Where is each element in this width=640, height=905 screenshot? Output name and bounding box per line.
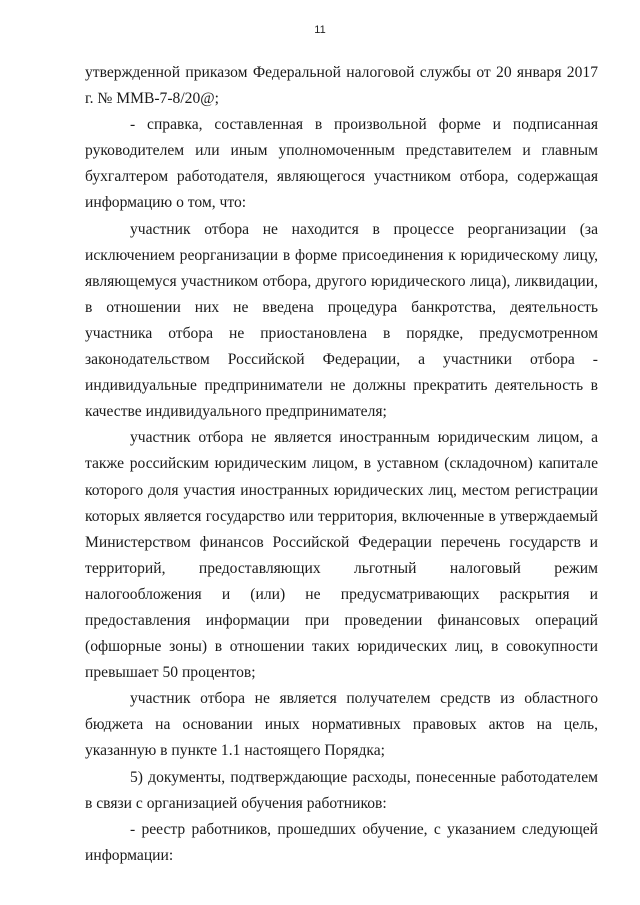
paragraph-not-foreign-entity: участник отбора не является иностранным юридическим лицом, а также российским юридическим лицом, в уставном (складочном) капитале которого доля участия иностранных юридических лиц, местом регистрации которых является государство или территория, включенные в утверждаемый Министерством финансов Российской Федерации перечень государств и территорий, предоставляющих льготный налоговый режим налогообложения и (или) не предусматривающих раскрытия и предоставления информации при проведении финансовых операций (офшорные зоны) в отношении таких юридических лиц, в совокупности превышает 50 процентов; — [85, 429, 598, 682]
paragraph-order-reference: утвержденной приказом Федеральной налоговой службы от 20 января 2017 г. № ММВ-7-8/20@; — [85, 64, 598, 108]
page-number: 11 — [314, 24, 326, 36]
paragraph-expense-documents: 5) документы, подтверждающие расходы, понесенные работодателем в связи с организацией обучения работников: — [85, 768, 598, 812]
paragraph-no-reorganization: участник отбора не находится в процессе реорганизации (за исключением реорганизации в форме присоединения к юридическому лицу, являющемуся участником отбора, другого юридического лица), ликвидации, в отношении них не введена процедура банкротства, деятельность участника отбора не приостановлена в порядке, предусмотренном законодательством Российской Федерации, а участники отбора - индивидуальные предприниматели не должны прекратить деятельность в качестве индивидуального предпринимателя; — [85, 220, 598, 421]
paragraph-employee-register: - реестр работников, прошедших обучение, с указанием следующей информации: — [85, 820, 598, 864]
document-body — [85, 60, 598, 869]
paragraph-not-budget-recipient: участник отбора не является получателем средств из областного бюджета на основании иных нормативных правовых актов на цель, указанную в пункте 1.1 настоящего Порядка; — [85, 690, 598, 760]
paragraph-certificate: - справка, составленная в произвольной форме и подписанная руководителем или иным уполномоченным представителем и главным бухгалтером работодателя, являющегося участником отбора, содержащая информацию о том, что: — [85, 116, 598, 212]
